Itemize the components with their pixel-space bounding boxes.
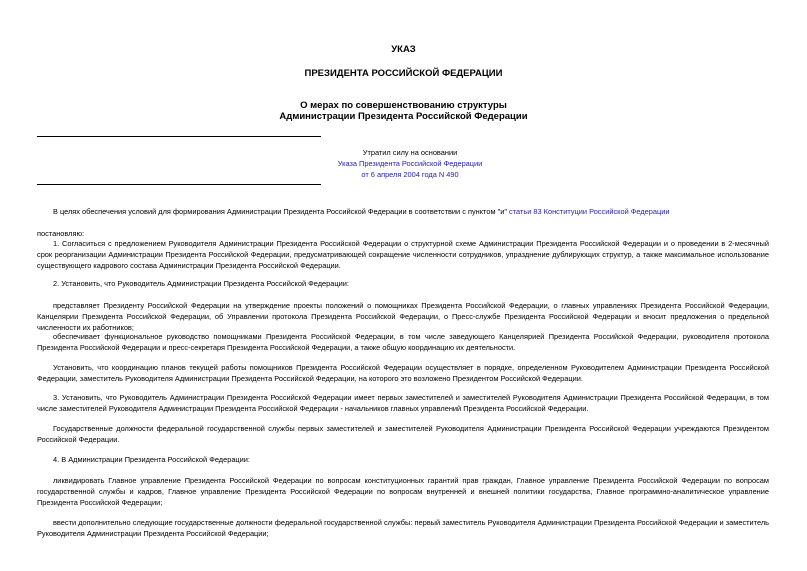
divider-bottom [37, 184, 321, 185]
paragraph-4b: ввести дополнительно следующие государственные должности федеральной государственной службы: первый заместитель Руководителя Администрации Президента Российской Федерации и заместитель Руководителя Администрации Президента Российской Федерации; [37, 518, 769, 538]
repeal-note [310, 147, 510, 180]
paragraph-2: 2. Установить, что Руководитель Администрации Президента Российской Федерации: [53, 279, 349, 288]
repeal-decree-link[interactable]: Указа Президента Российской Федерации [337, 159, 483, 168]
intro-paragraph [37, 206, 769, 217]
constitution-article-link[interactable]: статьи 83 Конституции Российской Федерации [509, 207, 670, 216]
paragraph-2c: Установить, что координацию планов текущей работы помощников Президента Российской Федерации осуществляет в порядке, определенном Руководителем Администрации Президента Российской Федерации, заместитель Руководителя Администрации Президента Российской Федерации, на которого это возложено Президентом Российской Федерации. [37, 363, 769, 383]
paragraph-1: 1. Согласиться с предложением Руководителя Администрации Президента Российской Федерации о структурной схеме Администрации Президента Российской Федерации и о проведении в 2-месячный срок реорганизации Администрации Президента Российской Федерации, предусматривающей сокращение численности сотрудников, упразднение дублирующих структур, а также максимальное использование существующего кадрового состава Администрации Президента Российской Федерации. [37, 239, 769, 270]
paragraph-4a: ликвидировать Главное управление Президента Российской Федерации по вопросам конституционных гарантий прав граждан, Главное управление Президента Российской Федерации по вопросам государственной службы и кадров, Главное управление Президента Российской Федерации по вопросам внутренней и внешней политики государства, Главное программно-аналитическое управление Президента Российской Федерации; [37, 476, 769, 507]
repeal-decree-date-link[interactable]: от 6 апреля 2004 года N 490 [361, 170, 459, 179]
repeal-note-text: Утратил силу на основании [362, 148, 458, 157]
divider-top [37, 136, 321, 137]
paragraph-3: 3. Установить, что Руководитель Администрации Президента Российской Федерации имеет первых заместителей и заместителей Руководителя Администрации Президента Российской Федерации, в том числе заместителей Руководителя Администрации Президента Российской Федерации - начальников главных управлений Президента Российской Федерации. [37, 393, 769, 413]
doc-type-heading: УКАЗ [391, 44, 416, 55]
decree-phrase: постановляю: [37, 229, 85, 238]
title-line-2: Администрации Президента Российской Федерации [279, 111, 528, 122]
paragraph-2b: обеспечивает функциональное руководство помощниками Президента Российской Федерации, в том числе заведующего Канцелярией Президента Российской Федерации, руководителя протокола Президента Российской Федерации и пресс-секретаря Президента Российской Федерации, а также общую координацию их деятельности. [37, 332, 769, 352]
paragraph-4: 4. В Администрации Президента Российской Федерации: [53, 455, 250, 464]
intro-text: В целях обеспечения условий для формирования Администрации Президента Российской Федерации в соответствии с пунктом "и" [53, 207, 507, 216]
paragraph-3a: Государственные должности федеральной государственной службы первых заместителей и заместителей Руководителя Администрации Президента Российской Федерации учреждаются Президентом Российской Федерации. [37, 424, 769, 444]
title-line-1: О мерах по совершенствованию структуры [300, 100, 507, 111]
paragraph-2a: представляет Президенту Российской Федерации на утверждение проекты положений о помощниках Президента Российской Федерации, о главных управлениях Президента Российской Федерации, Канцелярии Президента Российской Федерации, об Управлении протокола Президента Российской Федерации, о Пресс-службе Президента Российской Федерации и вносит предложения о предельной численности их работников; [37, 301, 769, 332]
issuer-heading: ПРЕЗИДЕНТА РОССИЙСКОЙ ФЕДЕРАЦИИ [304, 68, 503, 79]
